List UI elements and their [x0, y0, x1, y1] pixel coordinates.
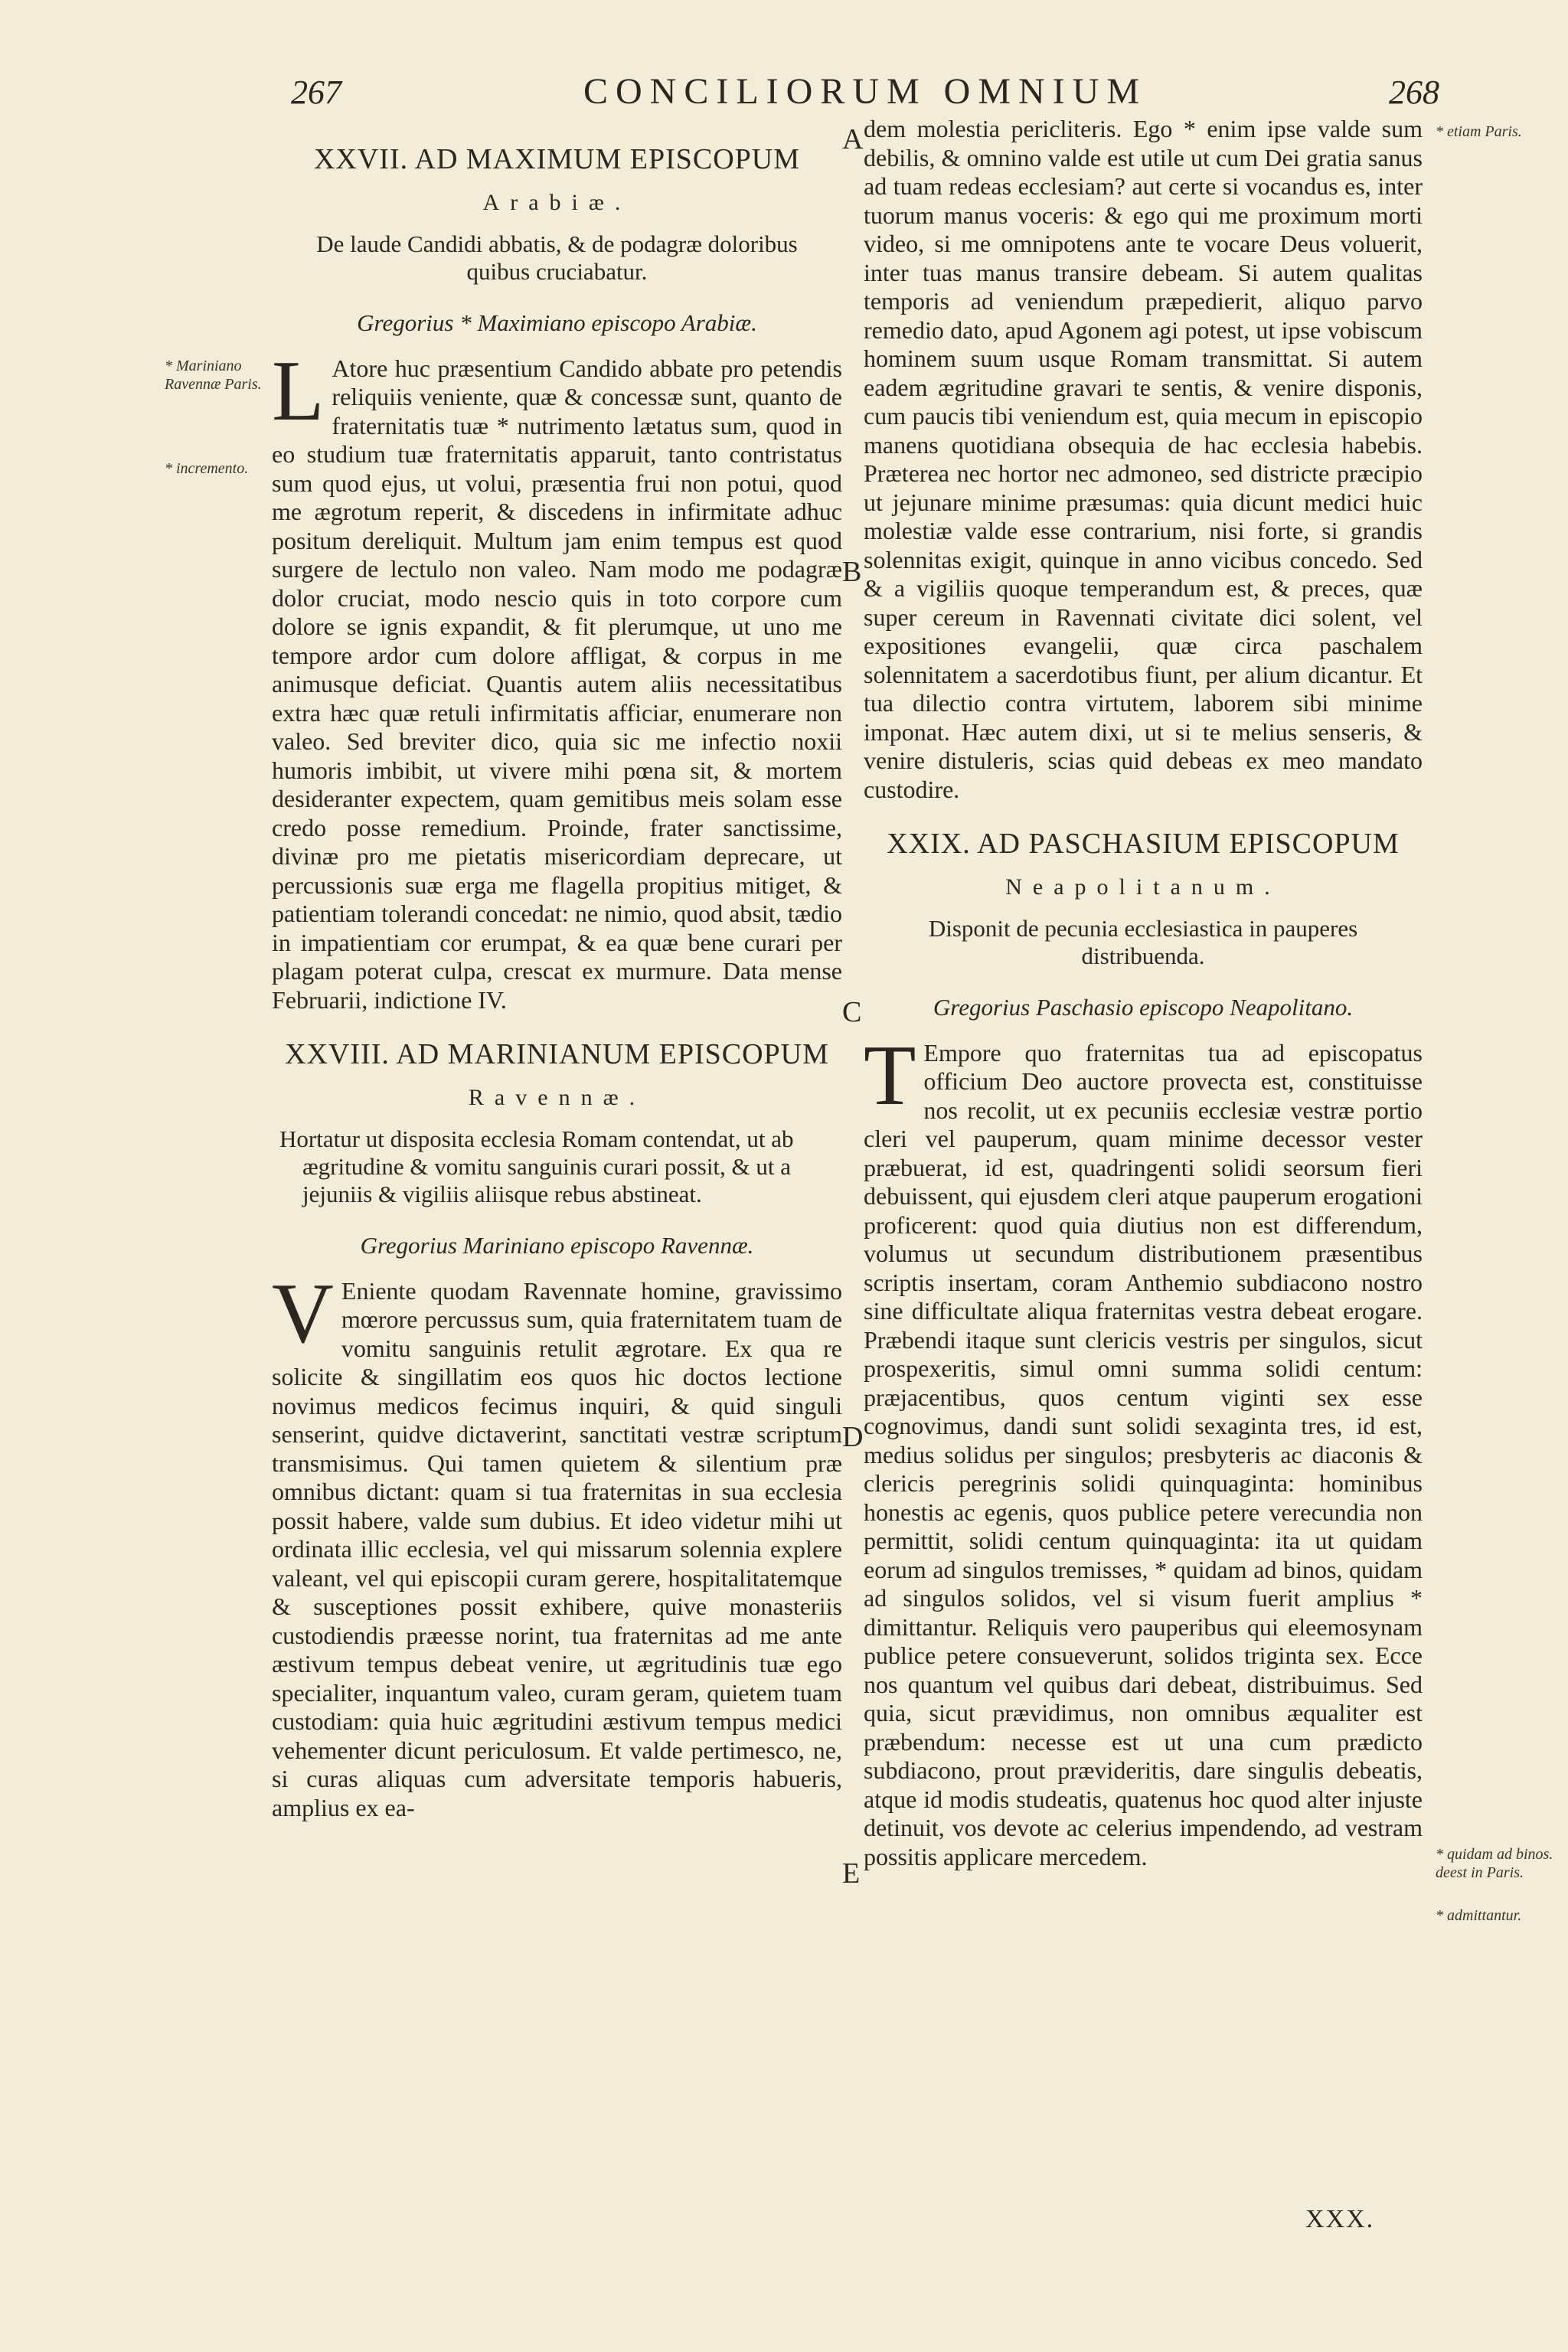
- letter-28-text: Eniente quodam Ravennate homine, gravissimo mœrore percussus sum, quia fraternitatem tuam de vomitu sanguinis retulit ægrotare. Ex qua re solicite & singillatim eos quos hic doctos lectione novimus medicos fecimus inquiri, & quid singuli senserint, quidve dictaverint, sanctitati vestræ scriptum transmisimus. Qui tamen quietem & silentium præ omnibus dictant: quam si tua fraternitas in sua ecclesia possit habere, valde sum dubius. Et ideo videtur mihi ut ordinata illic ecclesia, vel qui missarum solennia explere valeant, vel qui episcopii curam gerere, hospitalitatemque & susceptiones possit exhibere, quive monasteriis custodiendis præesse norint, tua fraternitas ad me ante æstivum tempus debeat venire, ut ægritudinis tuæ ego specialiter, inquantum valeo, curam geram, quietem tuam custodiam: quia huic ægritudini æstivum tempus medici vehementer dicunt periculosum. Et valde pertimesco, ne, si curas aliquas cum adversitate temporis habueris, amplius ex ea-: [272, 1276, 842, 1821]
- letter-27-subtitle: Arabiæ.: [482, 189, 632, 215]
- letter-27-salutation: Gregorius * Maximiano episcopo Arabiæ.: [357, 309, 757, 336]
- letter-27-summary: De laude Candidi abbatis, & de podagræ doloribus quibus cruciabatur.: [316, 230, 798, 285]
- section-letter-e: E: [842, 1857, 861, 1890]
- section-letter-d: D: [842, 1421, 864, 1453]
- dropcap-t: T: [864, 1027, 916, 1123]
- running-title: CONCILIORUM OMNIUM: [583, 71, 1147, 112]
- letter-28-summary: Hortatur ut disposita ecclesia Romam contendat, ut ab ægritudine & vomitu sanguinis curari possit, & ut a jejuniis & vigiliis aliisque rebus abstineat.: [279, 1125, 794, 1207]
- left-column: [272, 115, 842, 1822]
- running-head: [291, 70, 1439, 113]
- dropcap-v: V: [272, 1266, 334, 1361]
- letter-27-body: [272, 343, 842, 1015]
- section-letter-b: B: [842, 556, 862, 588]
- letter-29-title: XXIX. AD PASCHASIUM EPISCOPUM: [887, 828, 1400, 860]
- right-column: [864, 115, 1423, 1871]
- letter-29-salutation: Gregorius Paschasio episcopo Neapolitano.: [933, 994, 1354, 1021]
- letter-28-title: XXVIII. AD MARINIANUM EPISCOPUM: [285, 1038, 829, 1070]
- section-letter-c: C: [842, 996, 862, 1028]
- margin-note-incremento: * incremento.: [165, 460, 249, 477]
- margin-note-etiam: * etiam Paris.: [1436, 123, 1522, 140]
- letter-29-summary: Disponit de pecunia ecclesiastica in pauperes distribuenda.: [928, 915, 1358, 969]
- letter-27-text: Atore huc præsentium Candido abbate pro petendis reliquiis veniente, quæ & concessæ sunt, quanto de fraternitatis tuæ * nutrimento lætatus sum, quod in eo studium tuæ fraternitatis apparuit, tanto contristatus sum quod ejus, ut volui, præsentia frui non potui, quod me ægrotum reperit, & discedens in infirmitate adhuc positum dereliquit. Multum jam enim tempus est quod surgere de lectulo non valeo. Nam modo me podagræ dolor cruciat, modo nescio quis in toto corpore cum dolore se ignis expandit, & fit plerumque, ut uno me tempore ardor cum dolore affligat, & corpus in me animusque deficiat. Quantis autem aliis necessitatibus extra hæc quæ retuli infirmitatis afficiar, enumerare non valeo. Sed breviter dico, quia sic me infectio noxii humoris imbibit, ut vivere mihi pœna sit, & mortem desideranter expectem, quam gemitibus meis solam esse credo posse remedium. Proinde, frater sanctissime, divinæ pro me pietatis misericordiam deprecare, ut percussionis suæ erga me flagella propitius mitiget, & patientiam tolerandi concedat: ne nimio, quod absit, tædio in impatientiam cor erumpat, & ea quæ bene curari per plagam poterat culpa, crescat ex murmure. Data mense Februarii, indictione IV.: [272, 354, 842, 1014]
- page-number-left: 267: [291, 74, 341, 111]
- letter-28-subtitle: Ravennæ.: [468, 1084, 646, 1110]
- margin-note-mariniano: * Mariniano Ravennæ Paris.: [165, 358, 262, 393]
- letter-29-subtitle: Neapolitanum.: [1005, 874, 1281, 900]
- letter-29-body: [864, 1027, 1423, 1872]
- catchword: XXX.: [1305, 2205, 1375, 2233]
- letter-27-title: XXVII. AD MAXIMUM EPISCOPUM: [313, 143, 801, 175]
- letter-29-text: Empore quo fraternitas tua ad episcopatus officium Deo auctore provecta est, constituisse nos recolit, ut ex pecuniis ecclesiæ vestræ portio cleri vel pauperum, quam minime decessor vester præbuerat, id est, quadringenti solidi seorsum fieri debuissent, qui ejusdem cleri atque pauperum erogationi proficerent: quod quia diutius non est differendum, volumus ut secundum distributionem præsentibus scriptis insertam, coram Anthemio subdiacono nostro sine difficultate aliqua fraternitas vestra debeat erogare. Præbendi itaque sunt clericis vestris per singulos, sicut prospexeritis, simul omni summa solidi centum: præjacentibus, quos centum viginti sex esse cognovimus, dandi sunt solidi sexaginta tres, id est, medius solidus per singulos; presbyteris ac diaconis & clericis peregrinis solidi quinquaginta: hominibus honestis ac egenis, quos publice petere verecundia non permittit, solidi centum quinquaginta: ita ut quidam eorum ad singulos tremisses, * quidam ad binos, quidam ad singulos solidos, vel si visum fuerit amplius * dimittantur. Reliquis vero pauperibus qui eleemosynam publice petere consueverunt, solidos triginta sex. Ecce nos quantum vel quibus dari debeat, distribuimus. Sed quia, sicut prævidimus, non omnibus æqualiter est præbendum: necesse est ut una cum prædicto subdiacono, prout prævideritis, dare singulis debeatis, atque id modis studeatis, quatenus hoc quod alter injuste detinuit, vos devote ac celerius impendendo, ad vestram possitis applicare mercedem.: [864, 1038, 1423, 1870]
- letter-28-continuation: dem molestia pericliteris. Ego * enim ipse valde sum debilis, & omnino valde est utile ut cum Dei gratia sanus ad tuam redeas ecclesiam? aut certe si vocandus es, inter tuorum manus voceris: & ego qui me proximum morti video, si me omnipotens ante te vocare Deus voluerit, inter tuas manus transire debeam. Si autem qualitas temporis ad veniendum præpedierit, aliquo parvo remedio dato, apud Agonem agi potest, ut ipse vobiscum hominem suum usque Romam transmittat. Si autem eadem ægritudine gravari te sentis, & venire disponis, cum paucis tibi veniendum est, quia mecum in episcopio manens quotidiana obsequia de hac ecclesia habebis. Præterea nec hortor nec admoneo, sed districte præcipio ut jejunare minime præsumas: quia dicunt medici huic molestiæ valde esse contrarium, nisi forte, si grandis solennitas exigit, quinque in anno vicibus concedo. Sed & a vigiliis quoque temperandum est, & preces, quæ super cereum in Ravennati civitate dici solent, vel expositiones evangelii, quæ circa paschalem solennitatem a sacerdotibus fiunt, per alium dicantur. Et tua dilectio contra virtutem, laborem sibi minime imponat. Hæc autem dixi, ut si te melius senseris, & venire distuleris, scias quid debeas ex meo mandato custodire.: [864, 115, 1423, 803]
- section-letter-a: A: [842, 123, 864, 155]
- letter-28-salutation: Gregorius Mariniano episcopo Ravennæ.: [360, 1232, 754, 1259]
- letter-28-body: [272, 1266, 842, 1823]
- page-number-right: 268: [1388, 74, 1439, 111]
- dropcap-l: L: [272, 343, 325, 439]
- margin-note-admittantur: * admittantur.: [1436, 1907, 1522, 1924]
- margin-note-quidam: * quidam ad binos. deest in Paris.: [1436, 1846, 1553, 1881]
